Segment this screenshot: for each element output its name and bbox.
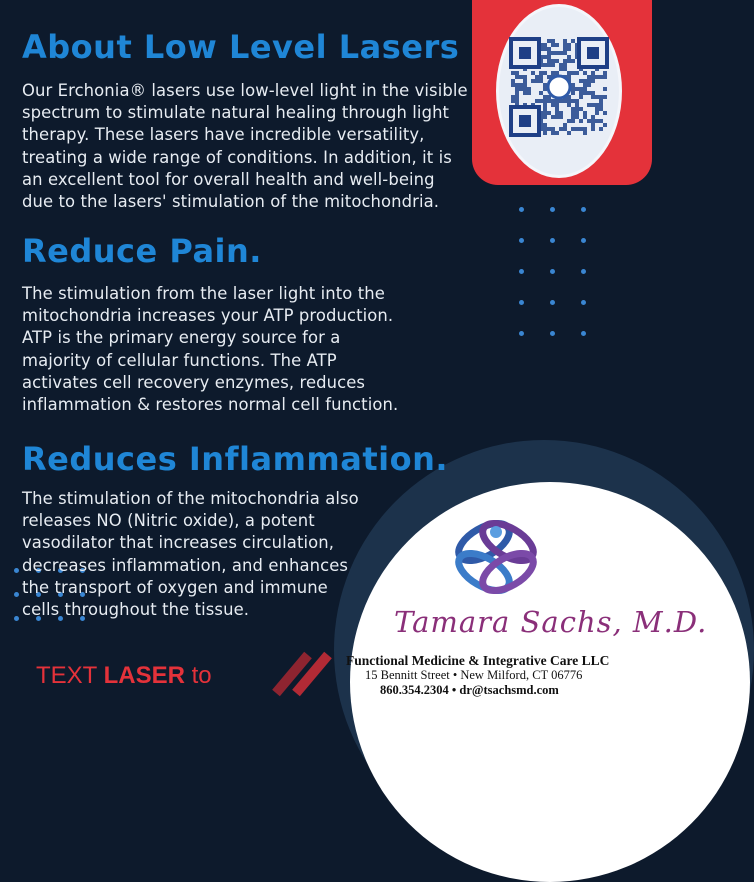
paragraph-line: due to the lasers' stimulation of the mitochondria. [22, 192, 440, 211]
clinic-name: Functional Medicine & Integrative Care LLC [346, 653, 610, 668]
decorative-dot [519, 207, 524, 212]
mitochondria-logo-icon [446, 512, 546, 604]
paragraph-line: ATP is the primary energy source for a [22, 328, 341, 348]
decorative-dot [550, 269, 555, 274]
decorative-dot [550, 331, 555, 336]
decorative-stripes [268, 645, 338, 693]
decorative-dot [581, 331, 586, 336]
paragraph-line: releases NO (Nitric oxide), a potent [22, 511, 315, 531]
decorative-dot [550, 238, 555, 243]
decorative-dot [550, 207, 555, 212]
paragraph-line: decreases inflammation, and enhances [22, 555, 349, 575]
decorative-dot [581, 300, 586, 305]
paragraph-line: cells throughout the tissue. [22, 600, 250, 619]
decorative-dot [519, 269, 524, 274]
decorative-dot [14, 592, 19, 597]
paragraph-line: treating a wide range of conditions. In addition, it is [22, 147, 452, 167]
decorative-dot [581, 207, 586, 212]
decorative-dot [581, 238, 586, 243]
paragraph-line: vasodilator that increases circulation, [22, 533, 335, 553]
decorative-dot [581, 269, 586, 274]
paragraph-line: The stimulation from the laser light into the [22, 284, 385, 303]
paragraph-line: inflammation & restores normal cell function. [22, 395, 399, 414]
paragraph-line: mitochondria increases your ATP production. [22, 306, 394, 326]
qr-code-pattern [499, 7, 619, 175]
paragraph-line: therapy. These lasers have incredible versatility, [22, 125, 425, 145]
qr-code[interactable] [496, 4, 622, 178]
decorative-dot [519, 331, 524, 336]
text-laser-cta [36, 662, 212, 690]
decorative-dot [519, 300, 524, 305]
paragraph-line: majority of cellular functions. The ATP [22, 350, 337, 370]
clinic-contact: 860.354.2304 • dr@tsachsmd.com [380, 683, 559, 697]
cta-prefix: TEXT [36, 662, 104, 689]
paragraph-line: The stimulation of the mitochondria also [22, 489, 359, 508]
section-heading-about: About Low Level Lasers [22, 28, 460, 66]
brand-signature: Tamara Sachs, M.D. [394, 605, 708, 639]
cta-suffix: to [184, 662, 212, 689]
decorative-dot [14, 568, 19, 573]
section-heading-reduces-inflammation: Reduces Inflammation. [22, 440, 449, 478]
decorative-dot [14, 616, 19, 621]
cta-keyword: LASER [103, 662, 185, 689]
paragraph-line: Our Erchonia® lasers use low-level light in the visible [22, 81, 468, 100]
clinic-address: 15 Bennitt Street • New Milford, CT 06776 [365, 668, 583, 682]
paragraph-line: the transport of oxygen and immune [22, 577, 328, 597]
section-heading-reduce-pain: Reduce Pain. [22, 232, 262, 270]
decorative-dot [550, 300, 555, 305]
paragraph-line: spectrum to stimulate natural healing through light [22, 103, 450, 123]
decorative-dot [519, 238, 524, 243]
paragraph-line: activates cell recovery enzymes, reduces [22, 372, 366, 392]
paragraph-line: an excellent tool for overall health and well-being [22, 169, 435, 189]
